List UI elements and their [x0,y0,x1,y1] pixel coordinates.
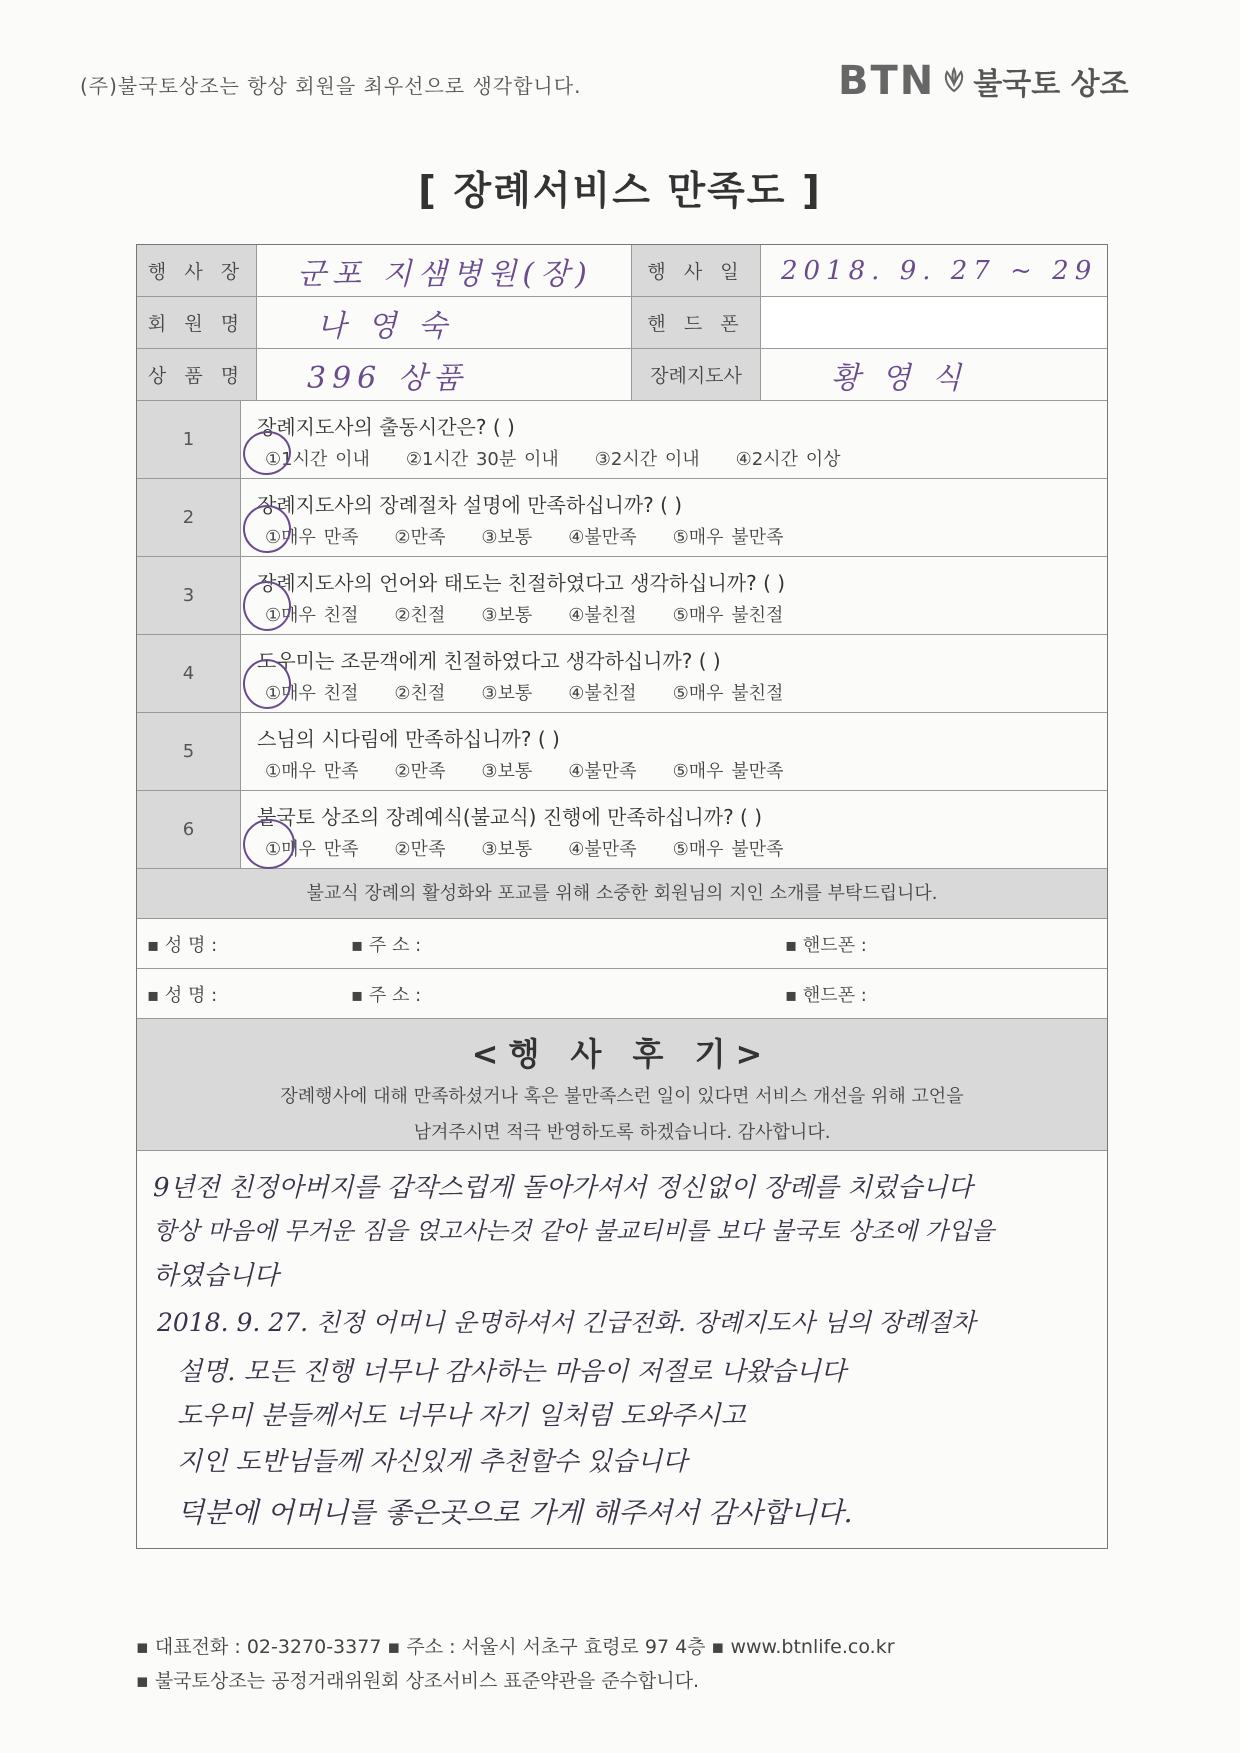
director-value: 황 영 식 [831,360,968,396]
question-number: 3 [137,557,241,634]
option[interactable]: ④불친절 [568,605,637,626]
question-options [265,523,819,549]
review-note-line: 남겨주시면 적극 반영하도록 하겠습니다. 감사합니다. [413,1122,831,1143]
question-number: 5 [137,713,241,790]
brand-logo [838,58,1129,104]
question-row-5 [137,713,1107,791]
footer-notice: ▪ 불국토상조는 공정거래위원회 상조서비스 표준약관을 준수합니다. [136,1670,700,1692]
question-row-3 [137,557,1107,635]
review-note-line: 장례행사에 대해 만족하셨거나 혹은 불만족스런 일이 있다면 서비스 개선을 위해 고언을 [280,1086,964,1107]
question-text: 불국토 상조의 장례예식(불교식) 진행에 만족하십니까? ( ) [257,805,763,829]
option[interactable]: ①1시간 이내 [265,449,370,470]
review-line: 항상 마음에 무거운 짐을 얹고사는것 같아 불교티비를 보다 불국토 상조에 가입을 [153,1217,995,1245]
question-text: 스님의 시다림에 만족하십니까? ( ) [257,727,560,751]
referral-name-label: ▪ 성 명 : [147,935,218,956]
survey-form [136,244,1108,1549]
review-header [137,1019,1107,1151]
info-row-member [137,297,1107,349]
date-value: 2018. 9. 27 ~ 29 [781,255,1098,286]
option[interactable]: ②만족 [394,527,446,548]
referral-note: 불교식 장례의 활성화와 포교를 위해 소중한 회원님의 지인 소개를 부탁드립니다. [306,883,938,904]
question-options [265,601,819,627]
option[interactable]: ②만족 [394,761,446,782]
option[interactable]: ④불만족 [568,839,637,860]
question-text: 도우미는 조문객에게 친절하였다고 생각하십니까? ( ) [257,649,721,673]
product-label: 상 품 명 [137,349,257,400]
review-line: 설명. 모든 진행 너무나 감사하는 마음이 저절로 나왔습니다 [177,1357,846,1387]
phone-value [761,297,1107,348]
info-row-venue [137,245,1107,297]
member-value: 나 영 숙 [317,308,454,344]
option[interactable]: ①매우 친절 [265,605,359,626]
review-title: <행 사 후 기> [471,1035,773,1073]
brand-name: 불국토 상조 [973,67,1129,102]
question-text: 장례지도사의 장례절차 설명에 만족하십니까? ( ) [257,493,683,517]
info-row-product [137,349,1107,401]
option[interactable]: ④불만족 [568,761,637,782]
date-label: 행 사 일 [631,245,761,296]
referral-row-2 [137,969,1107,1019]
question-number: 1 [137,401,241,478]
option[interactable]: ③보통 [481,761,533,782]
review-line: 9년전 친정아버지를 갑작스럽게 돌아가셔서 정신없이 장례를 치렀습니다 [153,1173,973,1203]
option[interactable]: ④불만족 [568,527,637,548]
phone-label: 핸 드 폰 [631,297,761,348]
question-number: 6 [137,791,241,868]
referral-address-label: ▪ 주 소 : [351,985,422,1006]
option[interactable]: ②만족 [394,839,446,860]
review-note [137,1079,1107,1151]
question-row-4 [137,635,1107,713]
question-row-1 [137,401,1107,479]
option[interactable]: ⑤매우 불만족 [672,839,784,860]
referral-note-row [137,869,1107,919]
option[interactable]: ②친절 [394,683,446,704]
question-text: 장례지도사의 출동시간은? ( ) [257,415,515,439]
option[interactable]: ①매우 친절 [265,683,359,704]
question-row-2 [137,479,1107,557]
footer-contact: ▪ 대표전화 : 02-3270-3377 ▪ 주소 : 서울시 서초구 효령로 97 4층 ▪ www.btnlife.co.kr [136,1636,895,1658]
review-line: 하였습니다 [153,1261,279,1291]
option[interactable]: ①매우 만족 [265,527,359,548]
product-value: 396 상품 [307,360,468,396]
option[interactable]: ③보통 [481,605,533,626]
header-note: (주)불국토상조는 항상 회원을 최우선으로 생각합니다. [80,74,582,98]
option[interactable]: ③2시간 이내 [594,449,700,470]
brand-btn-text: BTN [838,58,936,104]
referral-phone-label: ▪ 핸드폰 : [785,985,867,1006]
option[interactable]: ⑤매우 불친절 [672,683,784,704]
question-options [265,835,819,861]
question-number: 4 [137,635,241,712]
option[interactable]: ②1시간 30분 이내 [405,449,559,470]
question-options [265,757,819,783]
review-line: 지인 도반님들께 자신있게 추천할수 있습니다 [177,1447,688,1477]
referral-row-1 [137,919,1107,969]
question-options [265,445,877,471]
option[interactable]: ⑤매우 불만족 [672,527,784,548]
option[interactable]: ①매우 만족 [265,761,359,782]
question-row-6 [137,791,1107,869]
venue-label: 행 사 장 [137,245,257,296]
question-options [265,679,819,705]
referral-name-label: ▪ 성 명 : [147,985,218,1006]
director-label: 장례지도사 [631,349,761,400]
referral-phone-label: ▪ 핸드폰 : [785,935,867,956]
option[interactable]: ⑤매우 불만족 [672,761,784,782]
question-text: 장례지도사의 언어와 태도는 친절하였다고 생각하십니까? ( ) [257,571,786,595]
review-line: 덕분에 어머니를 좋은곳으로 가게 해주셔서 감사합니다. [177,1496,853,1529]
option[interactable]: ④2시간 이상 [735,449,841,470]
lotus-icon [939,66,969,96]
option[interactable]: ①매우 만족 [265,839,359,860]
review-line: 도우미 분들께서도 너무나 자기 일처럼 도와주시고 [177,1401,746,1431]
review-line: 2018. 9. 27. 친정 어머니 운명하셔서 긴급전화. 장례지도사 님의 장례절차 [157,1308,976,1337]
option[interactable]: ②친절 [394,605,446,626]
page-title: [ 장례서비스 만족도 ] [418,169,822,214]
option[interactable]: ③보통 [481,683,533,704]
venue-value: 군포 지샘병원(장) [297,256,593,292]
review-body [137,1151,1107,1548]
question-number: 2 [137,479,241,556]
member-label: 회 원 명 [137,297,257,348]
referral-address-label: ▪ 주 소 : [351,935,422,956]
option[interactable]: ⑤매우 불친절 [672,605,784,626]
option[interactable]: ③보통 [481,839,533,860]
option[interactable]: ③보통 [481,527,533,548]
option[interactable]: ④불친절 [568,683,637,704]
